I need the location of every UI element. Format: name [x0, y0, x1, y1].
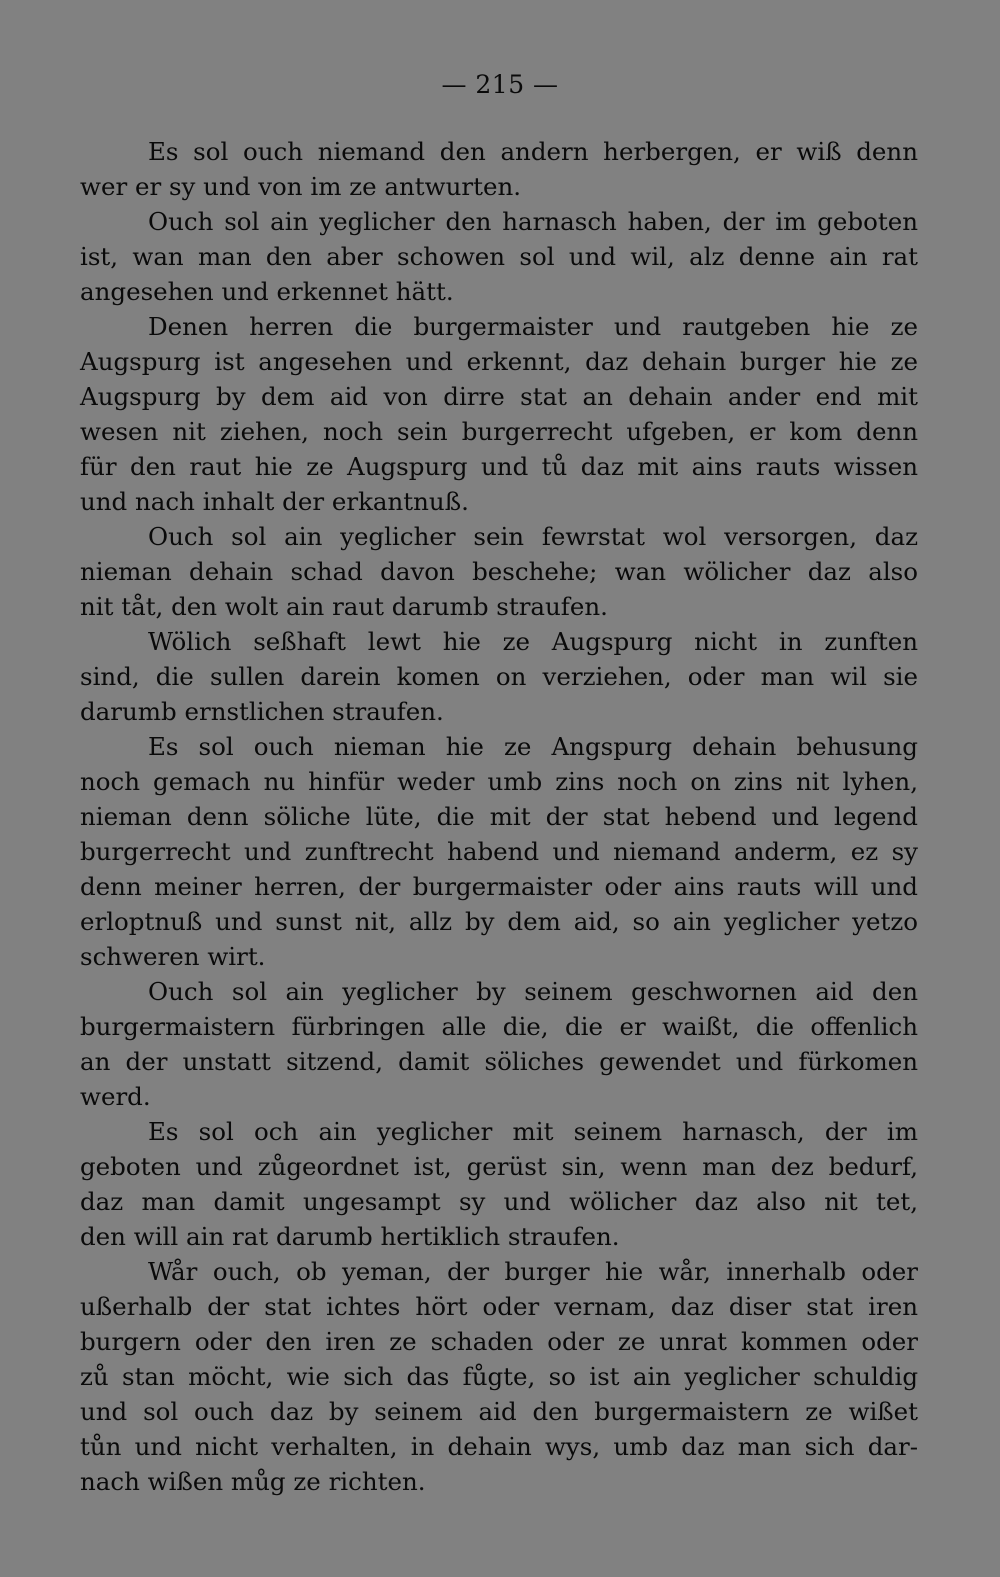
text-line: Augspurg ist angesehen und erkennt, daz dehain burger hie ze [80, 347, 918, 376]
text-line: und sol ouch daz by seinem aid den burgermaistern ze wißet [80, 1397, 918, 1426]
text-line: tůn und nicht verhalten, in dehain wys, umb daz man sich dar- [80, 1432, 918, 1461]
text-line: Wölich seßhaft lewt hie ze Augspurg nicht in zunften [148, 627, 918, 656]
text-line: an der unstatt sitzend, damit söliches gewendet und fürkomen [80, 1047, 918, 1076]
text-line: geboten und zůgeordnet ist, gerüst sin, wenn man dez bedurf, [80, 1152, 918, 1181]
text-line: Es sol och ain yeglicher mit seinem harnasch, der im [148, 1117, 918, 1146]
text-line: denn meiner herren, der burgermaister oder ains rauts will und [80, 872, 918, 901]
text-line: werd. [80, 1082, 151, 1111]
text-line: burgerrecht und zunftrecht habend und niemand anderm, ez sy [80, 837, 918, 866]
text-line: nach wißen můg ze richten. [80, 1467, 426, 1496]
text-line: schweren wirt. [80, 942, 266, 971]
text-line: zů stan möcht, wie sich das fůgte, so ist ain yeglicher schuldig [80, 1362, 918, 1391]
text-line: angesehen und erkennet hätt. [80, 277, 454, 306]
page-number: — 215 — [441, 70, 559, 99]
text-line: Ouch sol ain yeglicher sein fewrstat wol versorgen, daz [148, 522, 918, 551]
text-line: nieman dehain schad davon beschehe; wan wölicher daz also [80, 557, 918, 586]
text-line: Ouch sol ain yeglicher den harnasch haben, der im geboten [148, 207, 918, 236]
text-line: Es sol ouch nieman hie ze Angspurg dehain behusung [148, 732, 918, 761]
text-line: wer er sy und von im ze antwurten. [80, 172, 522, 201]
text-line: erloptnuß und sunst nit, allz by dem aid, so ain yeglicher yetzo [80, 907, 918, 936]
text-line: burgermaistern fürbringen alle die, die er waißt, die offenlich [80, 1012, 918, 1041]
text-line: burgern oder den iren ze schaden oder ze unrat kommen oder [80, 1327, 918, 1356]
text-line: für den raut hie ze Augspurg und tů daz mit ains rauts wissen [80, 452, 918, 481]
text-line: noch gemach nu hinfür weder umb zins noch on zins nit lyhen, [80, 767, 918, 796]
text-line: daz man damit ungesampt sy und wölicher daz also nit tet, [80, 1187, 918, 1216]
text-line: darumb ernstlichen straufen. [80, 697, 444, 726]
text-line: Ouch sol ain yeglicher by seinem geschwornen aid den [148, 977, 918, 1006]
text-line: den will ain rat darumb hertiklich straufen. [80, 1222, 620, 1251]
text-line: nit tåt, den wolt ain raut darumb straufen. [80, 592, 608, 621]
text-line: sind, die sullen darein komen on verziehen, oder man wil sie [80, 662, 918, 691]
text-line: Augspurg by dem aid von dirre stat an dehain ander end mit [80, 382, 918, 411]
text-line: wesen nit ziehen, noch sein burgerrecht ufgeben, er kom denn [80, 417, 918, 446]
text-line: ußerhalb der stat ichtes hört oder vernam, daz diser stat iren [80, 1292, 918, 1321]
text-line: und nach inhalt der erkantnuß. [80, 487, 469, 516]
text-line: nieman denn söliche lüte, die mit der stat hebend und legend [80, 802, 918, 831]
text-line: Es sol ouch niemand den andern herbergen, er wiß denn [148, 137, 918, 166]
text-line: Denen herren die burgermaister und rautgeben hie ze [148, 312, 918, 341]
text-line: ist, wan man den aber schowen sol und wil, alz denne ain rat [80, 242, 918, 271]
text-body [80, 134, 918, 1499]
text-line: Wår ouch, ob yeman, der burger hie wår, innerhalb oder [148, 1257, 918, 1286]
